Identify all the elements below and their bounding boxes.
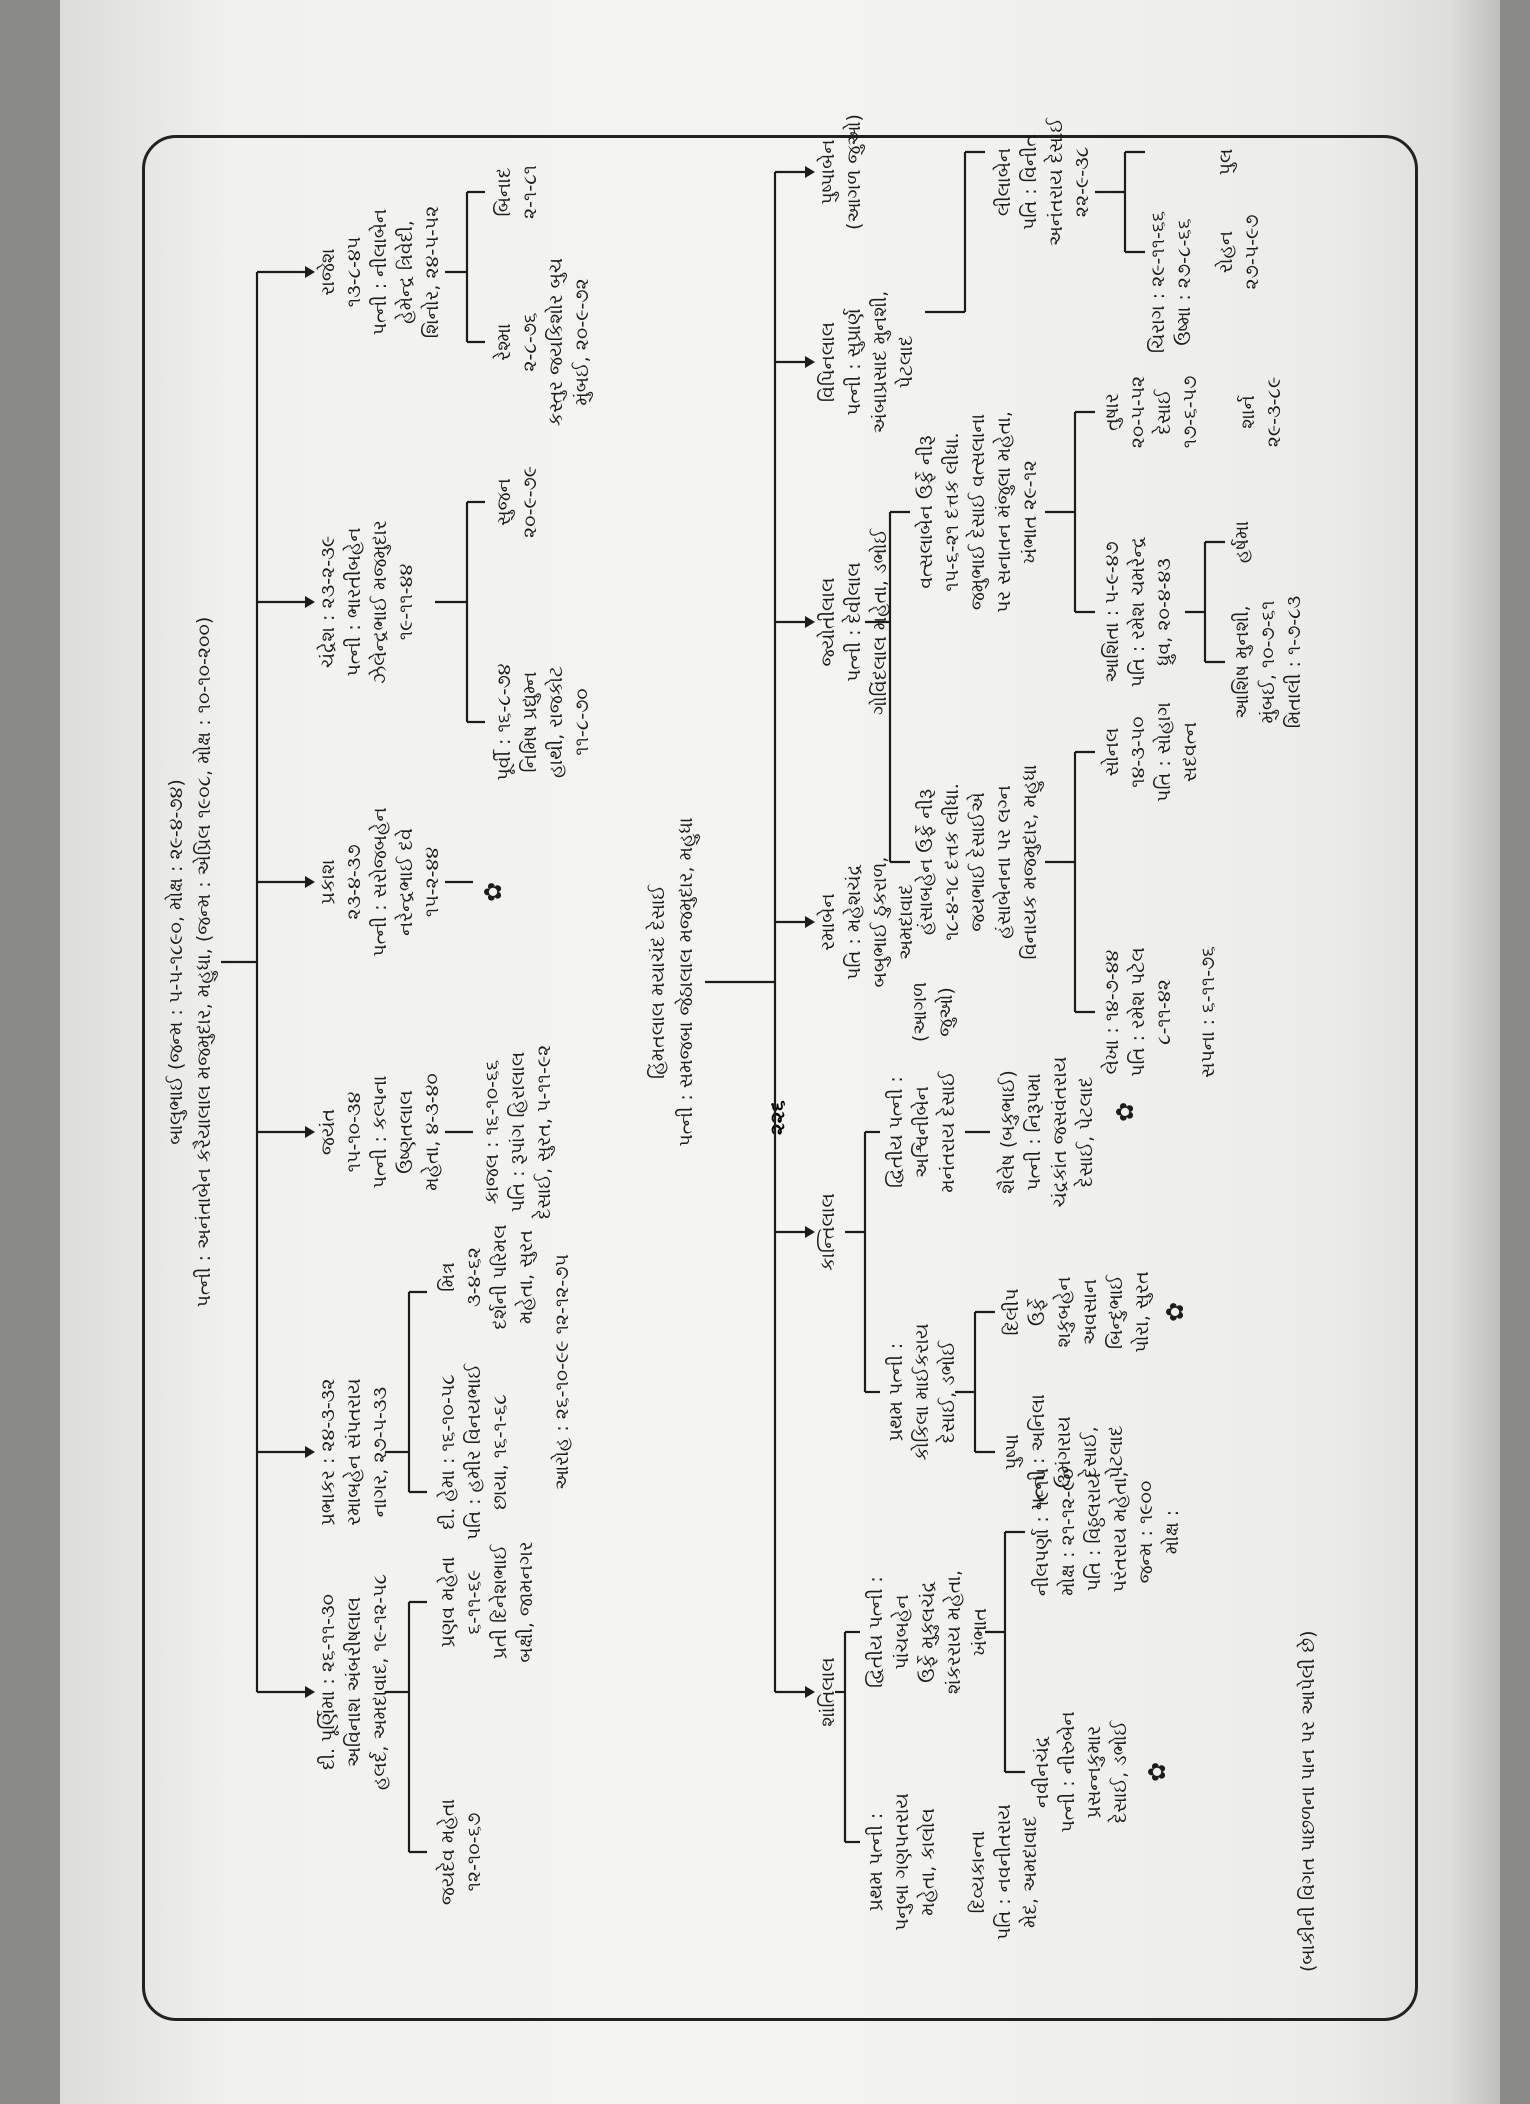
grandchild-kajal: કાજલ : ૧૬-૧૦-૬૬ પતિ : રૂપાંગ હિરાલાલ દેસાઈ, સુરત, ૫-૧૧-૯૨ (481, 1044, 555, 1220)
grandchild-purvi: પૂર્વી : ૧૬-૮-૭૪ નિમિષ પ્રદ્યુમ્ન હાથી, રાજકોટ ૧૧-૮-૭૦ (493, 663, 593, 781)
child-prabhakar: પ્રભાકર : ૨૪-૩-૩૨ રમાબહેન સંપતરાય નાગર, ૨૭-૫-૩૩ (317, 1378, 391, 1526)
child-prakash: પ્રકાશ ૨૩-૪-૩૭ પત્ની : સરોજબહેન નરેન્દ્રભાઈ દવે ૧૫-૨-૪૪ (317, 807, 443, 957)
footnote: (બાકીની વિગત પાછળના પાન પર આપેલી છે) (1297, 1630, 1319, 1972)
family-tree (145, 114, 1409, 2012)
child-jayant: જયંત ૧૫-૧૦-૩૪ પત્ની : કલ્પના ઉષ્ણતલાલ મહેતા, ૪-૩-૪૦ (317, 1073, 443, 1191)
grandchild-arohi: આરોહ : ૨૬-૧૦-૯૯ ૧૨-૧૨-૭૫ (551, 1254, 573, 1490)
second-root-name: હિંમતલાલ મયાચંદ દેસાઈ (647, 884, 669, 1080)
flower-icon: ✿ (1111, 1101, 1139, 1122)
great-great-pul: પુલ (1215, 148, 1237, 176)
grandchild-miten: મિત્ર ૩-૪-૬૨ દર્શની પરિમલ મહેતા, સુરત (437, 1224, 537, 1330)
great-grandchild-chirag: ચિરાગ : ૨૯-૧૧-૬૬ ઉષ્મા : ૨૭-૮-૬૬ (1147, 210, 1195, 354)
grandchild-shailesh: શૈલેષ (બકુભાઈ) પત્ની : નિરૂપમા ચંદ્રકાંત જસવંતરાય દેસાઈ, પેટલાદ (997, 1056, 1097, 1208)
grandchild-pushpa: પુષ્પા પત્ની : અનિલા ઉમંગરાય દેસાઈ, પેટલાદ (1001, 1394, 1127, 1510)
grandchild-vatsalaben: વત્સલાબેન ઉર્ફે નીરૂ ૧૫-૬-૨૧ દત્તક લીધા. જમુભાઈ દેસાઈ વત્સલાના પર સનાતન મંજુલા મહેતા, ખંભાત ૨૯-૧૨ (915, 411, 1041, 613)
grandchild-sujan: સુજન ૨૦-૯-૭૯ (493, 465, 541, 539)
flower-icon: ✿ (1161, 1301, 1189, 1322)
flower-icon: ✿ (479, 881, 507, 902)
child-rajesh: રાજેશ ૧૩-૮-૪૫ પત્ની : નીલાબેન હેમેન્દ્ર ત્રિવેદી, શિનોર, ૨૪-૫-૫૨ (317, 205, 443, 339)
great-great-harshma: હર્ષમા (1231, 520, 1253, 564)
child-ramaben: રમાબેન પતિ : મહેશચંદ્ર બબુભાઈ ઠુકરાળ, અમદાવાદ (817, 856, 917, 988)
grandchild-reshma: રેશ્મા ૨-૮-૭૬ કસ્તુર જયકિશોર બુચ મુંબઈ, ૨૦-૯-૭૨ (493, 257, 593, 427)
shantilal-second-wife: દ્વિતીય પત્ની : પાંચબહેન ઉર્ફે મુકુલચંદ્ર શંકરરાય મહેતા, ખંભાત (865, 1569, 991, 1695)
child-shantilal: શાંતિલાલ (817, 1657, 839, 1727)
grandchild-pranav: પ્રણવ મહેતા ૬-૧૧-૬૯ પ્રતી દિનેશભાઈ બક્ષી, જામનગર (437, 1541, 537, 1663)
child-jyotilal: જ્યોતીલાલ પત્ની : દેવીલાલ ગોવિંદલાલ મહેતા, ડભોઈ (817, 528, 891, 716)
kantilal-first-wife: પ્રથમ પત્ની : કોકિલા માઈકરાય દેસાઈ, ડભોઈ (885, 1323, 959, 1461)
great-great-raun: રોહન ૨૭-૫-૯૭ (1215, 214, 1263, 290)
great-great-shaan: શાર્ન ૨૯-૩-૮૯ (1237, 376, 1285, 448)
grandchild-hansaben: હંસાબહેન ઉર્ફે નીરૂ ૧૮-૪-૧૮ દત્તક લીધા. જયભાઈ દેસાઈએ હંસાબેનના પર લગ્ન વિનાયક મજમુદાર, મહુધા (915, 764, 1041, 960)
child-pushpaben: પુષ્પાબેન (આગળ જુઓ) (817, 114, 865, 230)
root-name: બાલુભાઈ (જન્મ : ૫-૫-૧૮૯૦, મોક્ષ : ૨૯-૪-૭૪) (165, 779, 187, 1145)
great-grandchild-ashita: આશિતા : ૫-૯-૪૭ પતિ : રમેશ ચમરેન્દ્ર ધ્રુવ, ૨૦-૪-૪૩ (1101, 536, 1175, 688)
kantilal-second-wife: દ્વિતીય પત્ની : અશ્વિનીબેન મનંતરાય દેસાઈ (885, 1071, 959, 1193)
great-grandchild-lekha: લેખા : ૧૪-૭-૪૪ પતિ : રમેશ પટેલ ૮-૧૧-૪૨ (1101, 947, 1175, 1077)
grandchild-binal: બિનાદ ૨-૧-૮૧ (493, 165, 541, 219)
great-grandchild-sapna: સપના : ૬-૧૧-૭૬ (1197, 946, 1219, 1078)
child-purnima: દી. પૂર્ણિમા : ૨૬-૧૧-૩૦ અવિનાશ અંબરીષલાલ હલર્દ, અમદાવાદ, ૧૯-૧૨-૫૮ (317, 1573, 391, 1791)
ramaben-note: (આગળ જુઓ) (909, 981, 957, 1043)
child-chandresh: ચંદ્રેશ : ૨૩-૨-૩૯ પત્ની : ભારતીબહેન ઝેલેન્દ્રભાઈ મજમુદાર ૧૯-૧૧-૪૪ (317, 520, 417, 684)
grandchild-hema: દી. હેમા : ૧૬-૧૦-૫૮ પતિ : હમીર વિનયભાઈ છાયા, ૧૬-૧-૬૮ (437, 1363, 511, 1541)
root-spouse: પત્ની : અનંતાબેન કરૈયાલાલ મજમુદાર, મહુધા, (જન્મ : એપ્રિલ ૧૯૦૮, મોક્ષ : ૧૦-૧૦-૨૦૦) (193, 616, 215, 1308)
page-number: ૨૨૬ (765, 1100, 789, 1135)
great-great-ashish: આશિષ મુનશી, મુંબઈ, ૧૦-૭-૬૧ મિતાલી : ૧-૭-૮૩ (1231, 595, 1305, 729)
grandchild-nilpana: નીલપર્ણા : ૧૯૧૫ મોક્ષ : ૨૧-૧૨-૯૦ પતિ : વિઠ્ઠલરાય પરંતરાય મહેતા, જન્મ : ૧૯૦૦ મોક્ષ : (1031, 1467, 1183, 1597)
flower-icon: ✿ (1143, 1761, 1171, 1782)
grandchild-jaydev: જયદેવ મહેતા ૧૨-૧૦-૬૭ (437, 1798, 485, 1906)
second-root-spouse: પત્ની : સમજબા જેઠાલાલ મજમુદાર, મહુધા (675, 817, 697, 1147)
child-vipinlal: વિપિનલાલ પત્ની : સુપ્રાર્ણ અંબાપ્રસાદ મુનશી, પેટલાદ (817, 290, 917, 434)
child-kantilal: કાન્તિલાલ (817, 1193, 839, 1271)
great-grandchild-tushar: તુષાર ૨૦-૫-૫૨ દેસાઈ ૧૭-૬-૫૭ (1101, 375, 1201, 449)
grandchild-dilip: દિલીપ ઉર્ફે શકુબહેન અવસાન બિન્દુભાઈ પોરા, સુરત (1001, 1271, 1153, 1353)
great-grandchild-lilaben: લીલાબેન પતિ : વિનીત અનંતરાય દેસાઈ ૨૨-૯-૩૮ (993, 117, 1093, 247)
grandchild-divyakanta: દિવ્યકાન્તા પતિ : નવનીતરાય મેદ, અમદાવાદ (967, 1804, 1041, 1940)
great-grandchild-sonal: સોનલ ૧૪-૩-૫૦ પતિ : સોહાગ સદવત્ન (1101, 702, 1201, 802)
page-shadow (1450, 0, 1500, 2104)
shantilal-first-wife: પ્રથમ પત્ની : પનુબા ગણપતરાય મહેતા, કાલોલ (865, 1793, 939, 1931)
grandchild-navinchandra: નવીનચંદ્ર પત્ની : નીરુબેન પ્રસન્નકુમાર દેસાઈ, ડભોઈ (1031, 1711, 1131, 1833)
